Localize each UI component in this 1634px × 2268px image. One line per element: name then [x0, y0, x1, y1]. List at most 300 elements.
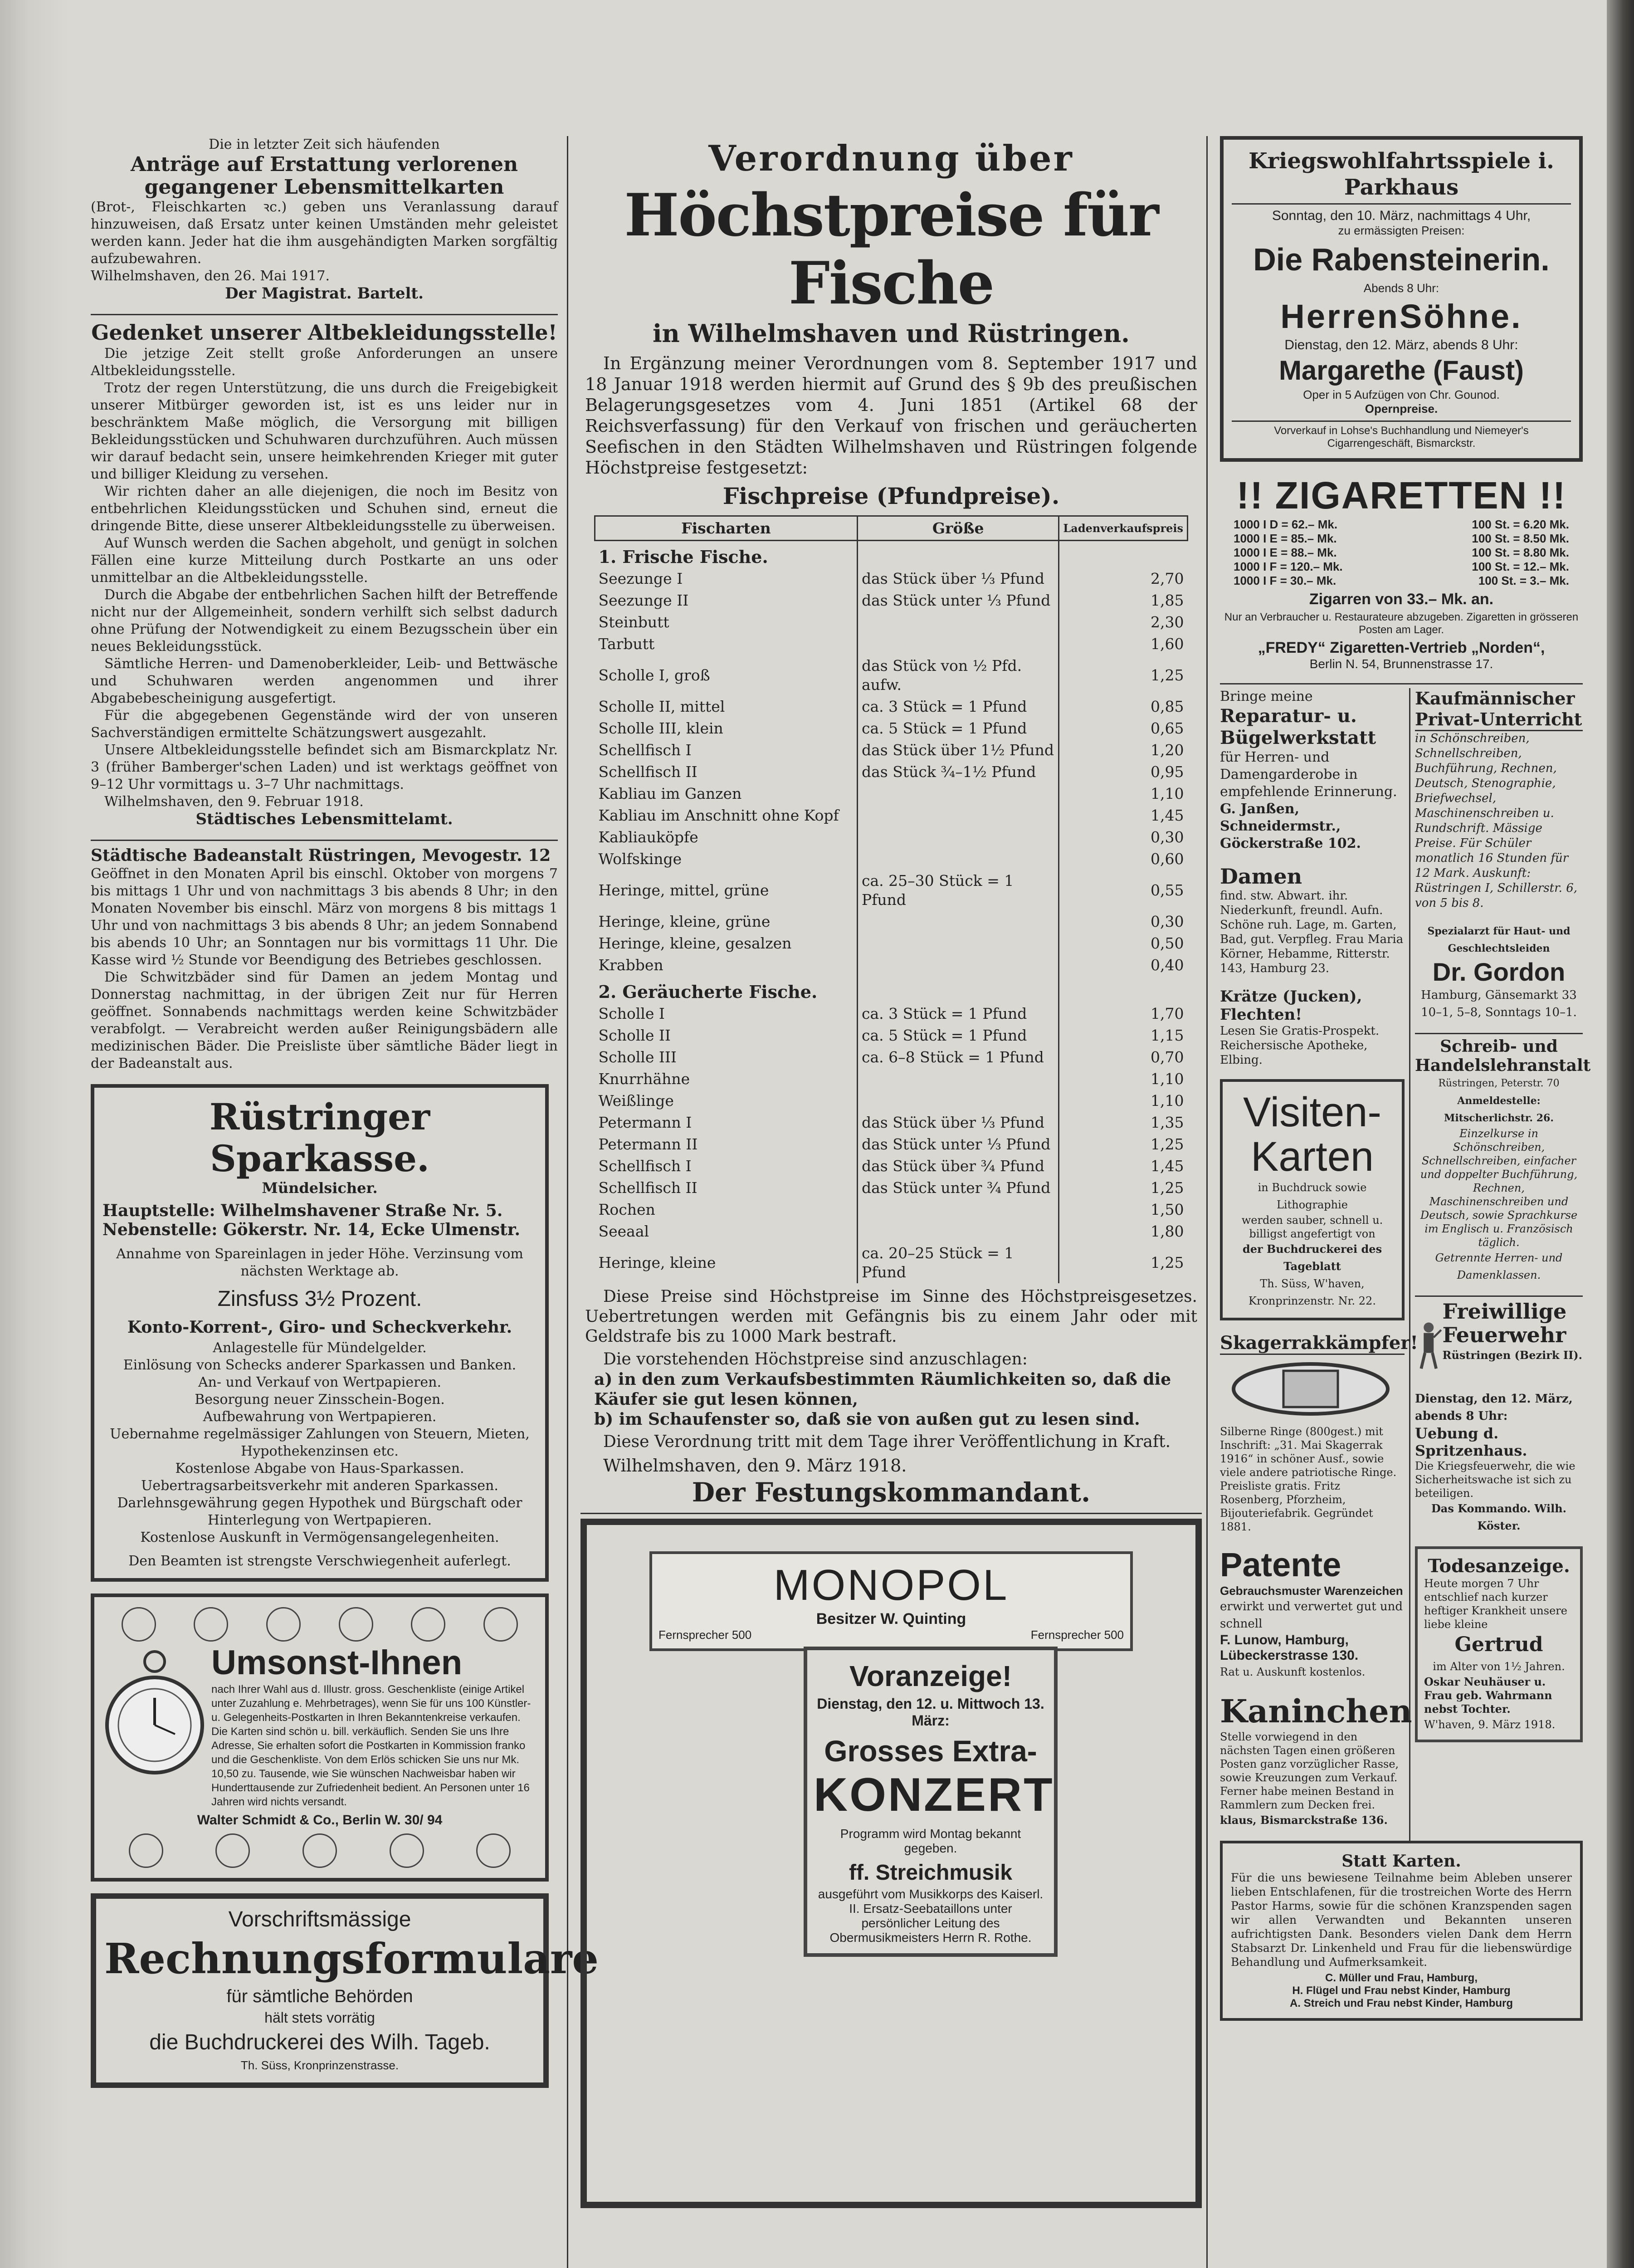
fish-size-cell: [858, 633, 1059, 655]
fish-price-cell: 1,60: [1151, 635, 1184, 653]
fish-price-cell: 1,15: [1151, 1026, 1184, 1044]
park-tuesday: Dienstag, den 12. März, abends 8 Uhr:: [1284, 337, 1518, 352]
cufflink-icon: [476, 1833, 511, 1868]
schreib-body: Einzelkurse in Schönschreiben, Schnellschreiben, einfacher und doppelter Buchführung, Rechnen, Maschinenschreiben und Deutsch, sowie Sprachkurse im Englisch u. Französisch täglich.: [1420, 1127, 1578, 1249]
ordinance-title3: in Wilhelmshaven und Rüstringen.: [653, 319, 1130, 348]
fish-type-cell: Weißlinge: [598, 1092, 674, 1110]
park-play2: HerrenSöhne.: [1280, 298, 1522, 335]
tod-date: W'haven, 9. März 1918.: [1424, 1718, 1556, 1731]
fish-type-cell: Kabliau im Ganzen: [598, 785, 742, 802]
zig-price-bulk: 1000 I F = 30.– Mk.: [1234, 574, 1336, 587]
zig-price-small: 100 St. = 6.20 Mk.: [1472, 518, 1569, 531]
table-row: [595, 1155, 1188, 1177]
notice-clothing-p2: Trotz der regen Unterstützung, die uns durch die Freigebigkeit unserer Mitbürger geworden ist, ist es uns leider nur in beschränktem Maße möglich, die Versorgung mit billigen Bekleidungsstücken und Schuhwaren durchzuführen. Auch müssen wir darauf bedacht sein, unsere heimkehrenden Krieger mit guter und billiger Kleidung zu versehen.: [91, 380, 558, 482]
table-row: [595, 590, 1188, 611]
fish-price-cell: 0,85: [1151, 698, 1184, 715]
kanin-title: Kaninchen: [1220, 1692, 1412, 1730]
zig-price-bulk: 1000 I E = 88.– Mk.: [1234, 546, 1337, 559]
fish-size-cell: [858, 911, 1059, 933]
ad-sparkasse: [91, 1084, 549, 1582]
column-right: [1211, 136, 1591, 2021]
rechnung-line4: hält stets vorrätig: [264, 2009, 375, 2026]
table-row: [595, 933, 1188, 954]
ordinance-date: Wilhelmshaven, den 9. März 1918.: [603, 1456, 907, 1476]
sparkasse-neben: Nebenstelle: Gökerstr. Nr. 14, Ecke Ulmenstr.: [102, 1220, 521, 1239]
zig-price-row: [1234, 546, 1569, 560]
table-row: [595, 1242, 1188, 1283]
fish-type-cell: Schellfisch II: [598, 763, 697, 781]
kauf-title: Kaufmännischer Privat-Unterricht: [1415, 688, 1583, 731]
fish-type-cell: Rochen: [598, 1201, 655, 1218]
fish-price-cell: 0,60: [1151, 850, 1184, 868]
visiten-l2: Karten: [1250, 1134, 1374, 1180]
park-play3: Margarethe (Faust): [1278, 355, 1524, 386]
gordon-addr: Hamburg, Gänsemarkt 33: [1421, 988, 1577, 1002]
fish-price-cell: 0,40: [1151, 956, 1184, 974]
monopol-grosses: Grosses Extra-: [824, 1734, 1037, 1768]
fish-price-cell: 1,45: [1151, 1157, 1184, 1175]
fish-table-body: [595, 541, 1188, 1284]
ad-monopol: [580, 1519, 1202, 2208]
fish-type-cell: Scholle III, klein: [598, 719, 723, 737]
fish-size-cell: das Stück ¾–1½ Pfund: [858, 761, 1059, 783]
skager-body: Silberne Ringe (800gest.) mit Inschrift: „31. Mai Skagerrak 1916“ in schöner Ausf., sowie viele andere patriotische Ringe. Preisliste gratis. Fritz Rosenberg, Pforzheim, Bijouteriefabrik. Gegründet 1881.: [1220, 1425, 1397, 1533]
rep-body: für Herren- und Damengarderobe in empfehlende Erinnerung.: [1220, 749, 1397, 800]
visiten-l4: werden sauber, schnell u. billigst angefertigt von: [1241, 1214, 1383, 1240]
fish-size-cell: ca. 25–30 Stück = 1 Pfund: [858, 870, 1059, 911]
umsonst-title: Umsonst-Ihnen: [211, 1643, 463, 1682]
notice-lost-line1: Die in letzter Zeit sich häufenden: [209, 137, 440, 152]
pocket-watch-icon: [102, 1643, 207, 1789]
sparkasse-konto: Konto-Korrent-, Giro- und Scheckverkehr.: [127, 1318, 512, 1337]
fish-size-cell: das Stück über ⅓ Pfund: [858, 1112, 1059, 1134]
ad-danksagung: [1220, 1841, 1583, 2021]
zig-price-small: 100 St. = 8.80 Mk.: [1472, 546, 1569, 559]
table-row: [595, 805, 1188, 826]
column-left: [91, 136, 599, 2088]
fish-size-cell: [858, 1090, 1059, 1112]
ordinance-closing-b: b) im Schaufenster so, daß sie von außen gut zu lesen sind.: [594, 1410, 1140, 1429]
feuerwehr-title: Freiwillige Feuerwehr: [1442, 1299, 1567, 1347]
bracelet-icon: [129, 1833, 163, 1868]
fish-type-cell: Heringe, kleine, grüne: [598, 913, 771, 930]
table-row: [595, 1221, 1188, 1242]
notice-clothing-p5: Durch die Abgabe der entbehrlichen Sachen hilft der Betreffende nicht nur der Allgemeinheit, sondern verhilft sich selbst dadurch ohne Prüfung der Notwendigkeit zu einem Bezugsschein über ein neues Bekleidungsstück.: [91, 587, 558, 655]
table-row: [595, 1112, 1188, 1134]
monopol-konzert: KONZERT: [814, 1769, 1054, 1821]
monopol-phone-left: Fernsprecher 500: [658, 1628, 752, 1642]
fish-size-cell: [858, 954, 1059, 976]
visiten-l3: in Buchdruck sowie Lithographie: [1258, 1181, 1367, 1211]
notice-clothing-signature: Städtisches Lebensmittelamt.: [195, 810, 453, 828]
sparkasse-item-1: Einlösung von Schecks anderer Sparkassen und Banken.: [123, 1357, 517, 1373]
umsonst-body: nach Ihrer Wahl aus d. Illustr. gross. Geschenkliste (einige Artikel unter Zuzahlung e. Mehrbetrages), wenn Sie für uns 100 Künstler- u. Gelegenheits-Postkarten in Ihren Bekanntenkreise verkaufen. Die Karten sind schön u. bill. verkäuflich. Senden Sie uns Ihre Adresse, Sie erhalten sofort die Postkarten in Kommission franko und die Geschenkliste. Von dem Erlös schicken Sie uns nur Mk. 10,50 zu. Tausende, wie Sie wünschen Nachweisbar haben wir Hunderttausende zur Zufriedenheit bedient. An Personen unter 16 Jahren wird nichts versandt.: [211, 1683, 531, 1808]
fish-size-cell: [858, 1199, 1059, 1221]
table-row: [595, 1068, 1188, 1090]
knife-icon: [411, 1607, 445, 1642]
pendant-icon: [390, 1833, 424, 1868]
feuerwehr-sig: Das Kommando. Wilh. Köster.: [1431, 1502, 1566, 1532]
notice-lost-date: Wilhelmshaven, den 26. Mai 1917.: [91, 268, 330, 284]
sparkasse-item-8: Darlehnsgewährung gegen Hypothek und Bürgschaft oder Hinterlegung von Wertpapieren.: [117, 1495, 522, 1528]
patente-firm: F. Lunow, Hamburg, Lübeckerstrasse 130.: [1220, 1633, 1359, 1663]
zig-price-bulk: 1000 I E = 85.– Mk.: [1234, 532, 1337, 545]
monopol-owner: Besitzer W. Quinting: [816, 1610, 966, 1628]
park-operpreise: Opernpreise.: [1365, 402, 1438, 415]
gordon-head: Spezialarzt für Haut- und Geschlechtsleiden: [1427, 925, 1571, 954]
park-title: Kriegswohlfahrtsspiele i. Parkhaus: [1232, 148, 1571, 205]
table-row: [595, 611, 1188, 633]
fish-price-cell: 0,70: [1151, 1048, 1184, 1066]
fish-type-cell: Knurrhähne: [598, 1070, 690, 1088]
ordinance-title1: Verordnung über: [708, 138, 1074, 179]
park-vvk: Vorverkauf in Lohse's Buchhandlung und Niemeyer's Cigarrengeschäft, Bismarckstr.: [1232, 420, 1571, 450]
table-row: [595, 954, 1188, 976]
ad-umsonst: [91, 1593, 549, 1882]
patente-title: Patente: [1220, 1546, 1341, 1584]
rechnung-line1: Vorschriftsmässige: [228, 1907, 411, 1931]
zig-price-small: 100 St. = 3.– Mk.: [1478, 574, 1569, 587]
notice-clothing-p3: Wir richten daher an alle diejenigen, die noch im Besitz von entbehrlichen Kleidungsstücken und Schuhen sind, erneut die dringende Bitte, diese unserer Altbekleidungsstelle zu überweisen.: [91, 484, 558, 534]
monopol-phone-right: Fernsprecher 500: [1030, 1628, 1124, 1642]
park-erm: zu ermässigten Preisen:: [1338, 224, 1465, 237]
visiten-l1: Visiten-: [1243, 1089, 1382, 1135]
dank-sig1: C. Müller und Frau, Hamburg,: [1325, 1972, 1478, 1984]
fish-price-cell: 1,25: [1151, 666, 1184, 684]
ring-icon: [194, 1607, 228, 1642]
park-play1: Die Rabensteinerin.: [1253, 242, 1550, 277]
notice-lost-cards: [91, 136, 571, 302]
fish-size-cell: ca. 20–25 Stück = 1 Pfund: [858, 1242, 1059, 1283]
fish-price-cell: 0,50: [1151, 934, 1184, 952]
kauf-body: in Schönschreiben, Schnellschreiben, Buchführung, Rechnen, Deutsch, Stenographie, Briefwechsel, Maschinenschreiben u. Rundschrift. Mässige Preise. Für Schüler monatlich 16 Stunden für 12 Mark. Auskunft: Rüstringen I, Schillerstr. 6, von 5 bis 8.: [1415, 732, 1578, 910]
zig-price-row: [1234, 560, 1569, 574]
fish-price-cell: 1,20: [1151, 741, 1184, 759]
ad-kaninchen: [1220, 1692, 1412, 1829]
table-row: [595, 739, 1188, 761]
fish-col-header-type: Fischarten: [595, 516, 858, 541]
fish-type-cell: Petermann II: [598, 1135, 698, 1153]
table-row: [595, 633, 1188, 655]
scan-edge-right: [1607, 0, 1634, 2268]
right-subcol-b: [1410, 688, 1591, 1841]
zig-price-row: [1234, 518, 1569, 532]
visiten-l5: der Buchdruckerei des Tageblatt: [1242, 1242, 1382, 1273]
rechnung-line3: für sämtliche Behörden: [226, 1986, 413, 2006]
notice-clothing-p8: Unsere Altbekleidungsstelle befindet sich am Bismarckplatz Nr. 3 (früher Bamberger'schen Laden) und ist werktags geöffnet von 9–12 Uhr vormittags u. 3–7 Uhr nachmittags.: [91, 742, 558, 792]
sparkasse-item-2: An- und Verkauf von Wertpapieren.: [198, 1374, 442, 1390]
feuerwehr-sub: Rüstringen (Bezirk II).: [1442, 1349, 1583, 1362]
monopol-date: Dienstag, den 12. u. Mittwoch 13. März:: [817, 1696, 1044, 1729]
ad-kraetze: [1220, 987, 1405, 1067]
column-middle: [571, 136, 1211, 2208]
zig-price-small: 100 St. = 12.– Mk.: [1472, 560, 1569, 573]
notice-clothing-p6: Sämtliche Herren- und Damenoberkleider, Leib- und Bettwäsche und Schuhwaren werden angenommen und ihrer Abgabebescheinigung ausgefertigt.: [91, 656, 558, 706]
damen-body: find. stw. Abwart. ihr. Niederkunft, freundl. Aufn. Schöne ruh. Lage, m. Garten, Bad, gut. Verpfleg. Frau Maria Körner, Hebamme, Ritterstr. 143, Hamburg 23.: [1220, 889, 1404, 975]
brooch-icon: [266, 1607, 301, 1642]
fish-size-cell: das Stück unter ⅓ Pfund: [858, 1134, 1059, 1155]
feuerwehr-ueb: Uebung d. Spritzenhaus.: [1415, 1425, 1527, 1459]
monopol-header: [649, 1551, 1133, 1651]
park-oper: Oper in 5 Aufzügen von Chr. Gounod.: [1303, 388, 1500, 401]
fish-size-cell: [858, 1221, 1059, 1242]
schreib-addr: Rüstringen, Peterstr. 70: [1438, 1078, 1560, 1089]
sparkasse-item-3: Besorgung neuer Zinsschein-Bogen.: [195, 1392, 445, 1408]
ad-zigaretten: [1220, 474, 1583, 671]
fish-type-cell: Kabliau im Anschnitt ohne Kopf: [598, 807, 839, 824]
ordinance-closing1: Diese Preise sind Höchstpreise im Sinne des Höchstpreisgesetzes. Uebertretungen werden mit Gefängnis bis zu einem Jahr oder mit Geldstrafe bis zu 1000 Mark bestraft.: [585, 1287, 1197, 1346]
fish-type-cell: Kabliauköpfe: [598, 828, 698, 846]
notice-lost-signature: Der Magistrat. Bartelt.: [225, 284, 424, 303]
rep-name: G. Janßen, Schneidermstr., Göckerstraße 102.: [1220, 801, 1361, 851]
ordinance-fish-prices: [571, 136, 1211, 1508]
ad-schreib: [1415, 1033, 1591, 1284]
scan-edge-left: [0, 0, 68, 2268]
locket-icon: [215, 1833, 250, 1868]
fish-size-cell: [858, 611, 1059, 633]
fish-price-cell: 0,65: [1151, 719, 1184, 737]
dank-title: Statt Karten.: [1341, 1852, 1461, 1871]
fish-price-cell: 1,25: [1151, 1135, 1184, 1153]
right-subcol-a: [1220, 688, 1418, 1841]
ad-feuerwehr: [1415, 1295, 1583, 1535]
tod-title: Todesanzeige.: [1428, 1555, 1570, 1577]
ad-parkhaus: [1220, 136, 1583, 462]
monopol-concert-box: [804, 1647, 1058, 1957]
tod-name: Gertrud: [1454, 1633, 1543, 1656]
fish-price-cell: 0,30: [1151, 828, 1184, 846]
feuerwehr-body: Die Kriegsfeuerwehr, die wie Sicherheitswache ist sich zu beteiligen.: [1415, 1460, 1575, 1500]
fish-type-cell: Seeaal: [598, 1222, 649, 1240]
fish-price-cell: 1,70: [1151, 1005, 1184, 1022]
zig-price-small: 100 St. = 8.50 Mk.: [1472, 532, 1569, 545]
chain-icon: [339, 1607, 373, 1642]
monopol-programm: Programm wird Montag bekannt gegeben.: [840, 1827, 1021, 1855]
tod-family: Oskar Neuhäuser u. Frau geb. Wahrmann nebst Tochter.: [1424, 1675, 1552, 1716]
fish-size-cell: [858, 826, 1059, 848]
fish-size-cell: [858, 933, 1059, 954]
ordinance-title2: Höchstpreise für Fische: [624, 181, 1158, 318]
ad-gordon: [1415, 923, 1583, 1021]
fish-type-cell: Seezunge II: [598, 591, 689, 609]
schreib-title: Schreib- und Handelslehranstalt: [1415, 1037, 1591, 1075]
visiten-l6: Th. Süss, W'haven, Kronprinzenstr. Nr. 22.: [1249, 1277, 1376, 1307]
notice-bath: [91, 846, 571, 1072]
fish-type-cell: Seezunge I: [598, 570, 683, 587]
table-row: [595, 718, 1188, 739]
rep-title: Reparatur- u. Bügelwerkstatt: [1220, 705, 1376, 748]
fish-section-price-cell: [1059, 541, 1188, 568]
fish-type-cell: Heringe, kleine, gesalzen: [598, 934, 792, 952]
patente-sub: Gebrauchsmuster Warenzeichen: [1220, 1584, 1403, 1598]
fish-price-cell: 1,25: [1151, 1179, 1184, 1197]
sparkasse-haupt: Hauptstelle: Wilhelmshavener Straße Nr. 5.: [102, 1201, 503, 1220]
fish-size-cell: [858, 783, 1059, 805]
fish-size-cell: das Stück von ½ Pfd. aufw.: [858, 655, 1059, 696]
park-abends: Abends 8 Uhr:: [1363, 281, 1439, 295]
table-row: [595, 1046, 1188, 1068]
fish-price-cell: 1,10: [1151, 1070, 1184, 1088]
fish-price-cell: 0,30: [1151, 913, 1184, 930]
notice-clothing-p4: Auf Wunsch werden die Sachen abgeholt, und genügt in solchen Fällen eine kurze Mitteilung durch Postkarte an uns oder unmittelbar an die Altbekleidungsstelle.: [91, 535, 558, 586]
zig-price-list: [1220, 518, 1583, 588]
fish-type-cell: Scholle I, groß: [598, 666, 710, 684]
fish-col-header-size: Größe: [858, 516, 1059, 541]
notice-bath-body2: Die Schwitzbäder sind für Damen an jedem Montag und Donnerstag nachmittag, in der übrigen Zeit nur für Herren geöffnet. Sonnabends nachmittags werden keine Schwitzbäder verabfolgt. — Verabreicht werden außer Reinigungsbädern alle medizinischen Bäder. Die Preisliste über sämtliche Bäder liegt in der Badeanstalt aus.: [91, 969, 558, 1071]
damen-title: Damen: [1220, 864, 1302, 889]
notice-bath-heading: Städtische Badeanstalt Rüstringen, Mevogestr. 12: [91, 846, 551, 865]
fish-col-header-price: Ladenverkaufspreis: [1059, 516, 1188, 541]
sparkasse-annahme: Annahme von Spareinlagen in jeder Höhe. Verzinsung vom nächsten Werktage ab.: [116, 1246, 523, 1279]
fish-size-cell: das Stück unter ¾ Pfund: [858, 1177, 1059, 1199]
fish-price-cell: 1,10: [1151, 1092, 1184, 1110]
kanin-name: klaus, Bismarckstraße 136.: [1220, 1813, 1388, 1827]
rechnung-line2: Rechnungsformulare: [104, 1934, 599, 1983]
table-row: [595, 1134, 1188, 1155]
rechnung-line6: Th. Süss, Kronprinzenstrasse.: [240, 2058, 399, 2072]
zig-price-row: [1234, 532, 1569, 546]
fish-price-cell: 0,95: [1151, 763, 1184, 781]
fish-section-price-cell: [1059, 976, 1188, 1003]
zig-note: Nur an Verbraucher u. Restaurateure abzugeben. Zigaretten in grösseren Posten am Lager.: [1224, 611, 1579, 636]
ad-visiten: [1220, 1079, 1405, 1320]
notice-bath-body: Geöffnet in den Monaten April bis einschl. Oktober von morgens 7 bis mittags 1 Uhr und von nachmittags 3 bis abends 8 Uhr; in den Monaten November bis einschl. März von morgens 8 bis mittags 1 Uhr und von nachmittags 3 bis abends 8 Uhr; an jedem Sonnabend bis abends 10 Uhr; an Sonntagen nur bis vormittags 11 Uhr. Die Kasse wird ½ Stunde vor Beendigung des Betriebes geschlossen.: [91, 866, 558, 968]
fish-price-cell: 2,30: [1151, 613, 1184, 631]
fish-price-cell: 1,45: [1151, 807, 1184, 824]
rep-intro: Bringe meine: [1220, 689, 1313, 704]
fish-price-cell: 2,70: [1151, 570, 1184, 587]
table-row: [595, 1199, 1188, 1221]
ad-damen: [1220, 864, 1405, 976]
kanin-body: Stelle vorwiegend in den nächsten Tagen einen größeren Posten ganz vorzüglicher Rasse, sowie Kreuzungen zum Verkauf. Ferner habe meinen Bestand in Rammlern zum Decken frei.: [1220, 1730, 1399, 1811]
table-row: [595, 1177, 1188, 1199]
fish-size-cell: [858, 1068, 1059, 1090]
monopol-streichmusik: ff. Streichmusik: [849, 1861, 1013, 1885]
patente-foot: Rat u. Auskunft kostenlos.: [1220, 1666, 1366, 1678]
monopol-voranzeige: Voranzeige!: [849, 1660, 1012, 1692]
table-row: [595, 911, 1188, 933]
fish-type-cell: Heringe, mittel, grüne: [598, 881, 769, 899]
fish-price-cell: 1,80: [1151, 1222, 1184, 1240]
zig-fredy: „FREDY“ Zigaretten-Vertrieb „Norden“,: [1258, 639, 1545, 656]
fish-price-cell: 1,10: [1151, 785, 1184, 802]
table-row: [595, 655, 1188, 696]
pin-icon: [483, 1607, 518, 1642]
fish-size-cell: ca. 3 Stück = 1 Pfund: [858, 696, 1059, 718]
table-row: [595, 826, 1188, 848]
zig-price-bulk: 1000 I F = 120.– Mk.: [1234, 560, 1343, 573]
tod-body: Heute morgen 7 Uhr entschlief nach kurzer heftiger Krankheit unsere liebe kleine: [1424, 1577, 1567, 1631]
ad-patente: [1220, 1545, 1405, 1681]
sparkasse-zinsfuss: Zinsfuss 3½ Prozent.: [217, 1287, 422, 1311]
tod-age: im Alter von 1½ Jahren.: [1433, 1660, 1565, 1673]
fish-size-cell: das Stück über ⅓ Pfund: [858, 568, 1059, 590]
sparkasse-title: Rüstringer Sparkasse.: [209, 1095, 430, 1180]
sparkasse-footer: Den Beamten ist strengste Verschwiegenheit auferlegt.: [128, 1553, 511, 1569]
sparkasse-item-4: Aufbewahrung von Wertpapieren.: [203, 1409, 437, 1425]
zig-price-row: [1234, 574, 1569, 588]
ad-reparatur: [1220, 688, 1405, 852]
fish-size-cell: [858, 848, 1059, 870]
fish-type-cell: Scholle I: [598, 1005, 665, 1022]
zig-addr: Berlin N. 54, Brunnenstrasse 17.: [1309, 657, 1493, 671]
fish-section-row: [595, 541, 1188, 568]
fish-type-cell: Petermann I: [598, 1114, 692, 1131]
sparkasse-item-0: Anlagestelle für Mündelgelder.: [213, 1340, 427, 1356]
fish-price-table: [594, 515, 1188, 1283]
fish-section-size-cell: [858, 976, 1059, 1003]
fish-type-cell: Scholle II, mittel: [598, 698, 725, 715]
fish-size-cell: ca. 5 Stück = 1 Pfund: [858, 718, 1059, 739]
skager-title: Skagerrakkämpfer!: [1220, 1332, 1405, 1355]
umsonst-icon-row-bottom: [102, 1832, 537, 1870]
fish-type-cell: Krabben: [598, 956, 663, 974]
feuerwehr-date: Dienstag, den 12. März, abends 8 Uhr:: [1415, 1392, 1573, 1423]
fish-price-cell: 1,50: [1151, 1201, 1184, 1218]
fish-section-size-cell: [858, 541, 1059, 568]
fish-size-cell: ca. 3 Stück = 1 Pfund: [858, 1003, 1059, 1025]
ad-todesanzeige: [1415, 1546, 1583, 1742]
notice-clothing-date: Wilhelmshaven, den 9. Februar 1918.: [104, 794, 364, 810]
schreib-foot: Getrennte Herren- und Damenklassen.: [1435, 1251, 1563, 1281]
ad-skagerrak: [1220, 1332, 1418, 1534]
monopol-ausgef: ausgeführt vom Musikkorps des Kaiserl. II. Ersatz-Seebataillons unter persönlicher Leitung des Obermusikmeisters Herrn R. Rothe.: [818, 1887, 1044, 1945]
notice-clothing-heading: Gedenket unserer Altbekleidungsstelle!: [91, 320, 557, 345]
fish-type-cell: Tarbutt: [598, 635, 655, 653]
fish-type-cell: Steinbutt: [598, 613, 669, 631]
fish-type-cell: Schellfisch I: [598, 741, 692, 759]
fish-type-cell: Scholle II: [598, 1026, 671, 1044]
notice-lost-line3: gegangener Lebensmittelkarten: [144, 176, 504, 199]
fish-size-cell: das Stück unter ⅓ Pfund: [858, 590, 1059, 611]
fish-size-cell: ca. 6–8 Stück = 1 Pfund: [858, 1046, 1059, 1068]
dank-body: Für die uns bewiesene Teilnahme beim Ableben unserer lieben Entschlafenen, für die trostreichen Worte des Herrn Pastor Harms, sowie für die schönen Kranzspenden sagen wir allen Verwandten und Bekannten unseren aufrichtigsten Dank. Besonders vielen Dank dem Herrn Stabsarzt Dr. Linkenheld und Frau für die liebenswürdige Behandlung und Aufmerksamkeit.: [1231, 1871, 1572, 1969]
fish-price-cell: 1,35: [1151, 1114, 1184, 1131]
sparkasse-item-6: Kostenlose Abgabe von Haus-Sparkassen.: [175, 1461, 464, 1476]
table-row: [595, 848, 1188, 870]
kraetze-title: Krätze (Jucken), Flechten!: [1220, 987, 1362, 1024]
notice-lost-body: (Brot-, Fleischkarten ꝛc.) geben uns Veranlassung darauf hinzuweisen, daß Ersatz unter keinen Umständen mehr geleistet werden kann. Jeder hat die ihm ausgehändigten Marken sorgfältig aufzubewahren.: [91, 199, 558, 267]
ordinance-signature: Der Festungskommandant.: [692, 1477, 1091, 1508]
table-row: [595, 568, 1188, 590]
table-row: [595, 696, 1188, 718]
right-split-section: [1220, 683, 1591, 1841]
fish-size-cell: [858, 805, 1059, 826]
park-sunday: Sonntag, den 10. März, nachmittags 4 Uhr,: [1272, 208, 1531, 223]
fish-table-title: Fischpreise (Pfundpreise).: [722, 483, 1060, 509]
fish-size-cell: das Stück über ¾ Pfund: [858, 1155, 1059, 1177]
sparkasse-item-5: Uebernahme regelmässiger Zahlungen von Steuern, Mieten, Hypothekenzinsen etc.: [110, 1426, 530, 1459]
gordon-name: Dr. Gordon: [1432, 958, 1566, 986]
umsonst-icon-row-top: [102, 1605, 537, 1643]
fish-price-cell: 1,85: [1151, 591, 1184, 609]
sparkasse-item-9: Kostenlose Auskunft in Vermögensangelegenheiten.: [140, 1530, 499, 1545]
rechnung-line5: die Buchdruckerei des Wilh. Tageb.: [149, 2030, 490, 2054]
table-row: [595, 870, 1188, 911]
ordinance-intro: In Ergänzung meiner Verordnungen vom 8. September 1917 und 18 Januar 1918 werden hiermit auf Grund des § 9b des preußischen Belagerungsgesetzes vom 4. Juni 1851 (Artikel 68 der Reichsverfassung) für den Verkauf von frischen und geräucherten Seefischen in den Städten Wilhelmshaven und Rüstringen folgende Höchstpreise festgesetzt:: [585, 353, 1197, 478]
fish-section-label: 1. Frische Fische.: [598, 547, 768, 567]
umsonst-firm: Walter Schmidt & Co., Berlin W. 30/ 94: [197, 1813, 443, 1828]
notice-clothing: [91, 320, 571, 828]
fish-size-cell: ca. 5 Stück = 1 Pfund: [858, 1025, 1059, 1046]
zig-zigarren: Zigarren von 33.– Mk. an.: [1309, 591, 1494, 608]
sparkasse-sub: Mündelsicher.: [262, 1179, 378, 1197]
table-row: [595, 1025, 1188, 1046]
fish-price-cell: 0,55: [1151, 881, 1184, 899]
table-row: [595, 761, 1188, 783]
ad-kaufmaennisch: [1415, 688, 1583, 911]
newspaper-page: [91, 136, 1591, 2268]
